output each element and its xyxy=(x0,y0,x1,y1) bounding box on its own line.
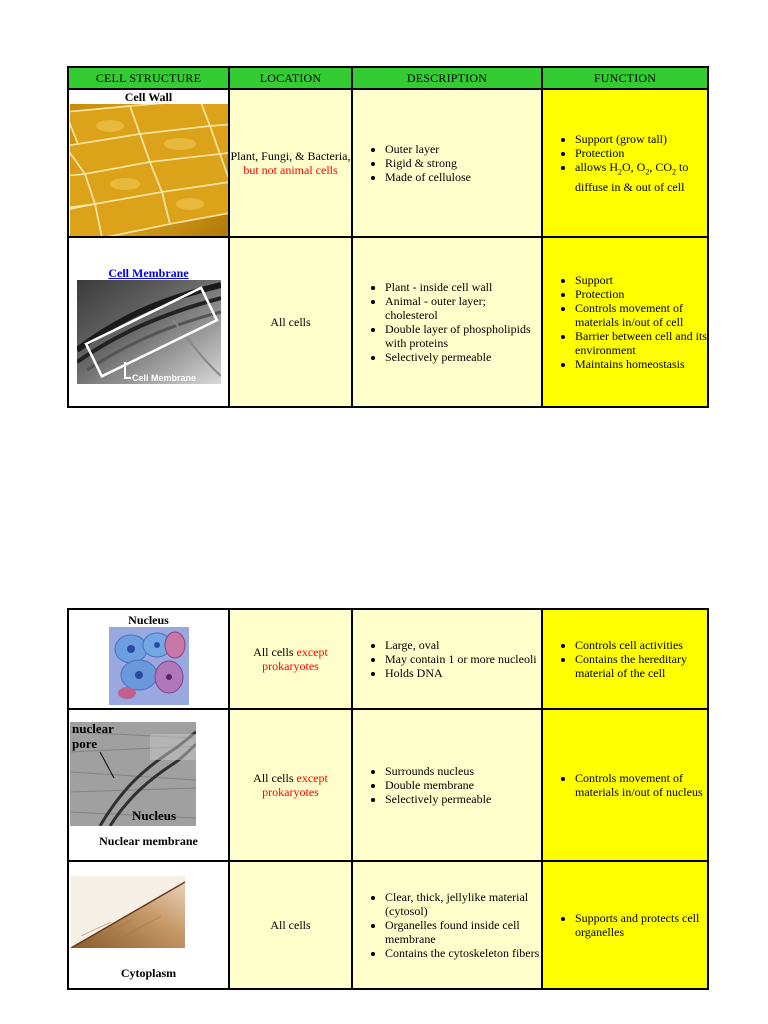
list-item: • Holds DNA xyxy=(385,666,541,680)
structure-nucleus xyxy=(68,609,229,709)
list-item-diffusion: • allows $H_2O$, $O_2$, $CO_2$ to diffuse in & out of cell xyxy=(575,160,707,193)
list-item: • Supports and protects cell organelles xyxy=(575,911,707,939)
structure-cell-membrane xyxy=(68,237,229,407)
function-list xyxy=(543,273,707,371)
list-item: • Organelles found inside cell membrane xyxy=(385,918,541,946)
list-item: • Made of cellulose xyxy=(385,170,541,184)
structure-cell-wall xyxy=(68,89,229,237)
location-cell-membrane: All cells xyxy=(229,237,352,407)
list-item: • Protection xyxy=(575,287,707,301)
cell-structure-table-bottom xyxy=(67,608,709,990)
description-cell-wall xyxy=(352,89,542,237)
list-item: • Controls movement of materials in/out of nucleus xyxy=(575,771,707,799)
structure-title: Nuclear membrane xyxy=(99,834,198,848)
header-function: FUNCTION xyxy=(542,67,708,89)
header-row xyxy=(68,67,708,89)
list-item: • Double membrane xyxy=(385,778,541,792)
table-row-cell-wall xyxy=(68,89,708,237)
cell-membrane-image-label: Cell Membrane xyxy=(131,373,196,383)
list-item: • Plant - inside cell wall xyxy=(385,280,541,294)
list-item: • Surrounds nucleus xyxy=(385,764,541,778)
list-item: • Selectively permeable xyxy=(385,350,541,364)
function-list xyxy=(543,638,707,680)
location-cell-wall xyxy=(229,89,352,237)
location-nucleus xyxy=(229,609,352,709)
list-item: • Maintains homeostasis xyxy=(575,357,707,371)
description-cell-membrane xyxy=(352,237,542,407)
nuclear-pore-label-2: pore xyxy=(72,736,98,751)
location-text: All cells xyxy=(253,771,297,785)
structure-nuclear-membrane xyxy=(68,709,229,861)
list-item: • Rigid & strong xyxy=(385,156,541,170)
list-item: • Controls movement of materials in/out of cell xyxy=(575,301,707,329)
cell-membrane-image xyxy=(77,280,221,384)
function-list xyxy=(543,771,707,799)
function-nuclear-membrane xyxy=(542,709,708,861)
nuclear-pore-label-1: nuclear xyxy=(72,722,114,736)
list-item: • Controls cell activities xyxy=(575,638,707,652)
location-exception-text: except prokaryotes xyxy=(262,771,328,799)
list-item: • May contain 1 or more nucleoli xyxy=(385,652,541,666)
description-list xyxy=(353,638,541,680)
location-text: Plant, Fungi, & Bacteria, xyxy=(230,149,351,163)
function-cell-wall xyxy=(542,89,708,237)
table-row-cell-membrane xyxy=(68,237,708,407)
list-item: • Clear, thick, jellylike material (cytosol) xyxy=(385,890,541,918)
function-nucleus xyxy=(542,609,708,709)
cytoplasm-image xyxy=(71,876,185,948)
header-cell-structure: CELL STRUCTURE xyxy=(68,67,229,89)
list-item: • Support (grow tall) xyxy=(575,132,707,146)
table-row-nucleus xyxy=(68,609,708,709)
list-item: • Double layer of phospholipids with proteins xyxy=(385,322,541,350)
description-nuclear-membrane xyxy=(352,709,542,861)
cell-membrane-link[interactable]: Cell Membrane xyxy=(108,266,189,280)
description-list xyxy=(353,764,541,806)
cell-structure-table-top xyxy=(67,66,709,408)
nuclear-membrane-image xyxy=(70,722,196,826)
function-list xyxy=(543,911,707,939)
function-list xyxy=(543,132,707,193)
table-row-cytoplasm xyxy=(68,861,708,989)
location-cytoplasm: All cells xyxy=(229,861,352,989)
description-cytoplasm xyxy=(352,861,542,989)
list-item: • Barrier between cell and its environment xyxy=(575,329,707,357)
location-nuclear-membrane xyxy=(229,709,352,861)
cell-wall-image xyxy=(70,104,228,236)
description-list xyxy=(353,142,541,184)
nucleus-image xyxy=(109,627,189,705)
list-item: • Animal - outer layer; cholesterol xyxy=(385,294,541,322)
nucleus-image-label: Nucleus xyxy=(132,808,177,823)
description-list xyxy=(353,890,541,960)
function-cell-membrane xyxy=(542,237,708,407)
structure-cytoplasm xyxy=(68,861,229,989)
list-item: • Large, oval xyxy=(385,638,541,652)
list-item: • Support xyxy=(575,273,707,287)
header-description: DESCRIPTION xyxy=(352,67,542,89)
location-exception-text: but not animal cells xyxy=(243,163,338,177)
header-location: LOCATION xyxy=(229,67,352,89)
location-exception-text: except prokaryotes xyxy=(262,645,328,673)
structure-title: Nucleus xyxy=(128,613,169,627)
location-text: All cells xyxy=(253,645,297,659)
function-cytoplasm xyxy=(542,861,708,989)
structure-title: Cytoplasm xyxy=(120,966,177,980)
list-item: • Contains the cytoskeleton fibers xyxy=(385,946,541,960)
list-item: • Contains the hereditary material of the cell xyxy=(575,652,707,680)
structure-title: Cell Wall xyxy=(124,90,173,104)
list-item: • Protection xyxy=(575,146,707,160)
description-list xyxy=(353,280,541,364)
list-item: • Outer layer xyxy=(385,142,541,156)
list-item: • Selectively permeable xyxy=(385,792,541,806)
table-row-nuclear-membrane xyxy=(68,709,708,861)
description-nucleus xyxy=(352,609,542,709)
